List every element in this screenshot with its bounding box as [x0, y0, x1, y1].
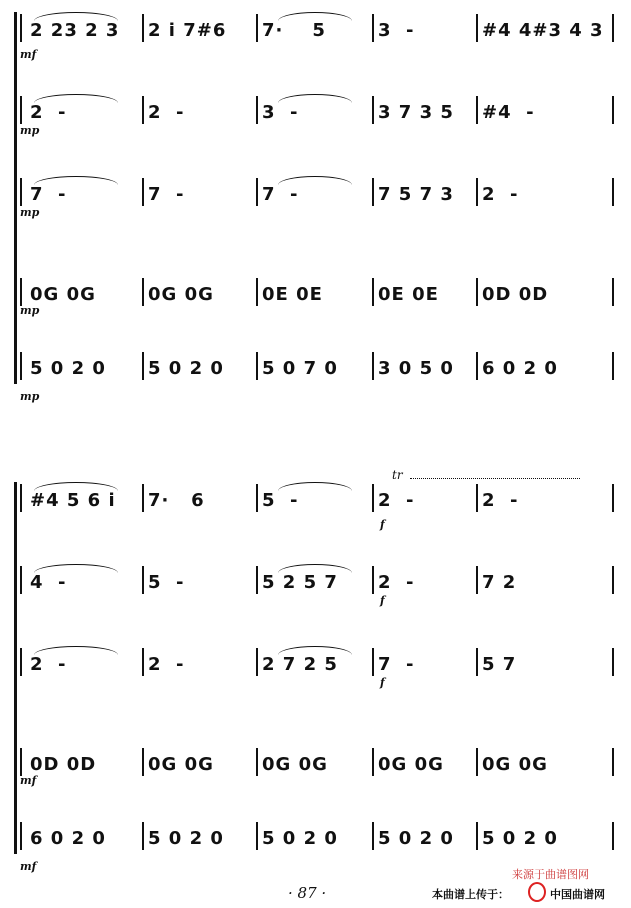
- measure-notes: 3 0 5 0: [378, 358, 454, 379]
- measure-notes: #4 5 6 i: [30, 490, 116, 511]
- barline: [256, 352, 258, 380]
- barline: [142, 178, 144, 206]
- barline: [142, 822, 144, 850]
- measure-notes: 2 -: [482, 184, 519, 205]
- measure-notes: 2 -: [482, 490, 519, 511]
- measure-notes: 5 0 2 0: [482, 828, 558, 849]
- barline: [20, 178, 22, 206]
- barline: [20, 566, 22, 594]
- barline: [372, 14, 374, 42]
- slur-mark: [34, 12, 118, 21]
- measure-notes: 2 -: [378, 572, 415, 593]
- measure-notes: 7 -: [148, 184, 185, 205]
- measure-notes: 0G 0G: [30, 284, 96, 305]
- barline: [20, 278, 22, 306]
- dynamic-marking: mf: [20, 774, 37, 787]
- measure-notes: 7· 6: [148, 490, 205, 511]
- measure-notes: 7 -: [378, 654, 415, 675]
- barline: [476, 648, 478, 676]
- measure-notes: 4 -: [30, 572, 67, 593]
- measure-notes: 2 7 2 5: [262, 654, 338, 675]
- staff-row-melody: [0, 482, 631, 531]
- barline: [476, 748, 478, 776]
- trill-marking: tr: [392, 468, 403, 482]
- barline: [372, 484, 374, 512]
- barline: [20, 484, 22, 512]
- staff-row-harmony-upper: [0, 94, 631, 137]
- barline: [476, 278, 478, 306]
- staff-row-harmony-lower: [0, 646, 631, 689]
- barline: [20, 648, 22, 676]
- slur-mark: [34, 646, 118, 655]
- measure-notes: 7· 5: [262, 20, 326, 41]
- barline: [256, 822, 258, 850]
- measure-notes: 2 -: [30, 654, 67, 675]
- barline: [142, 96, 144, 124]
- dynamic-marking: mp: [20, 124, 40, 137]
- slur-mark: [278, 12, 352, 21]
- measure-notes: 5 0 2 0: [262, 828, 338, 849]
- measure-notes: #4 4#3 4 3: [482, 20, 604, 41]
- dynamic-marking: mp: [20, 304, 40, 317]
- barline: [612, 566, 614, 594]
- barline: [372, 96, 374, 124]
- measure-notes: 6 0 2 0: [30, 828, 106, 849]
- barline: [372, 648, 374, 676]
- slur-mark: [278, 564, 352, 573]
- dynamic-marking: f: [380, 518, 385, 531]
- barline: [142, 352, 144, 380]
- barline: [372, 178, 374, 206]
- measure-notes: 7 2: [482, 572, 517, 593]
- barline: [372, 278, 374, 306]
- watermark-text: 来源于曲谱图网: [512, 868, 589, 881]
- barline: [476, 178, 478, 206]
- barline: [256, 484, 258, 512]
- barline: [372, 566, 374, 594]
- barline: [476, 352, 478, 380]
- measure-notes: 2 -: [148, 654, 185, 675]
- staff-row-chords: [0, 746, 631, 787]
- barline: [612, 822, 614, 850]
- measure-notes: 0G 0G: [148, 284, 214, 305]
- slur-mark: [278, 94, 352, 103]
- measure-notes: 7 -: [30, 184, 67, 205]
- page-number: · 87 ·: [288, 884, 327, 902]
- barline: [20, 822, 22, 850]
- slur-mark: [34, 564, 118, 573]
- barline: [476, 566, 478, 594]
- staff-row-chords: [0, 276, 631, 317]
- barline: [20, 352, 22, 380]
- barline: [256, 648, 258, 676]
- barline: [20, 14, 22, 42]
- staff-row-bass: [0, 820, 631, 873]
- measure-notes: 0D 0D: [482, 284, 549, 305]
- measure-notes: 0E 0E: [262, 284, 323, 305]
- measure-notes: 3 7 3 5: [378, 102, 454, 123]
- barline: [256, 14, 258, 42]
- barline: [612, 484, 614, 512]
- staff-row-bass: [0, 350, 631, 403]
- measure-notes: 2 -: [378, 490, 415, 511]
- dynamic-marking: f: [380, 594, 385, 607]
- measure-notes: 5 0 2 0: [148, 358, 224, 379]
- barline: [142, 648, 144, 676]
- slur-mark: [278, 646, 352, 655]
- site-name: 中国曲谱网: [550, 888, 605, 901]
- measure-notes: 5 7: [482, 654, 517, 675]
- measure-notes: 5 0 2 0: [148, 828, 224, 849]
- barline: [142, 484, 144, 512]
- slur-mark: [34, 482, 118, 491]
- staff-row-harmony-upper: [0, 564, 631, 607]
- measure-notes: 5 0 2 0: [378, 828, 454, 849]
- slur-mark: [34, 176, 118, 185]
- barline: [612, 748, 614, 776]
- staff-row-melody: [0, 12, 631, 61]
- measure-notes: 0G 0G: [262, 754, 328, 775]
- dynamic-marking: mf: [20, 48, 37, 61]
- barline: [372, 748, 374, 776]
- barline: [476, 96, 478, 124]
- measure-notes: 0G 0G: [482, 754, 548, 775]
- measure-notes: 0G 0G: [378, 754, 444, 775]
- measure-notes: 7 -: [262, 184, 299, 205]
- barline: [256, 178, 258, 206]
- barline: [476, 14, 478, 42]
- barline: [612, 648, 614, 676]
- dynamic-marking: mf: [20, 860, 37, 873]
- barline: [612, 14, 614, 42]
- barline: [256, 278, 258, 306]
- measure-notes: 2 23 2 3: [30, 20, 120, 41]
- measure-notes: 2 -: [148, 102, 185, 123]
- measure-notes: 0G 0G: [148, 754, 214, 775]
- site-logo-icon: [528, 882, 546, 902]
- measure-notes: 6 0 2 0: [482, 358, 558, 379]
- measure-notes: 2 i 7#6: [148, 20, 227, 41]
- slur-mark: [34, 94, 118, 103]
- barline: [142, 566, 144, 594]
- measure-notes: 5 0 2 0: [30, 358, 106, 379]
- barline: [476, 822, 478, 850]
- barline: [142, 14, 144, 42]
- barline: [256, 96, 258, 124]
- barline: [612, 352, 614, 380]
- measure-notes: 5 -: [148, 572, 185, 593]
- slur-mark: [278, 176, 352, 185]
- barline: [20, 748, 22, 776]
- measure-notes: 5 2 5 7: [262, 572, 338, 593]
- measure-notes: #4 -: [482, 102, 535, 123]
- dynamic-marking: mp: [20, 390, 40, 403]
- barline: [612, 96, 614, 124]
- upload-note: 本曲谱上传于：: [432, 888, 509, 901]
- measure-notes: 0D 0D: [30, 754, 97, 775]
- barline: [476, 484, 478, 512]
- dynamic-marking: f: [380, 676, 385, 689]
- measure-notes: 2 -: [30, 102, 67, 123]
- barline: [256, 748, 258, 776]
- barline: [142, 278, 144, 306]
- measure-notes: 3 -: [378, 20, 415, 41]
- barline: [20, 96, 22, 124]
- barline: [372, 822, 374, 850]
- barline: [612, 178, 614, 206]
- measure-notes: 0E 0E: [378, 284, 439, 305]
- measure-notes: 5 -: [262, 490, 299, 511]
- barline: [142, 748, 144, 776]
- measure-notes: 3 -: [262, 102, 299, 123]
- slur-mark: [278, 482, 352, 491]
- barline: [372, 352, 374, 380]
- staff-row-harmony-lower: [0, 176, 631, 219]
- barline: [612, 278, 614, 306]
- barline: [256, 566, 258, 594]
- measure-notes: 5 0 7 0: [262, 358, 338, 379]
- dynamic-marking: mp: [20, 206, 40, 219]
- trill-wave: [410, 478, 580, 485]
- measure-notes: 7 5 7 3: [378, 184, 454, 205]
